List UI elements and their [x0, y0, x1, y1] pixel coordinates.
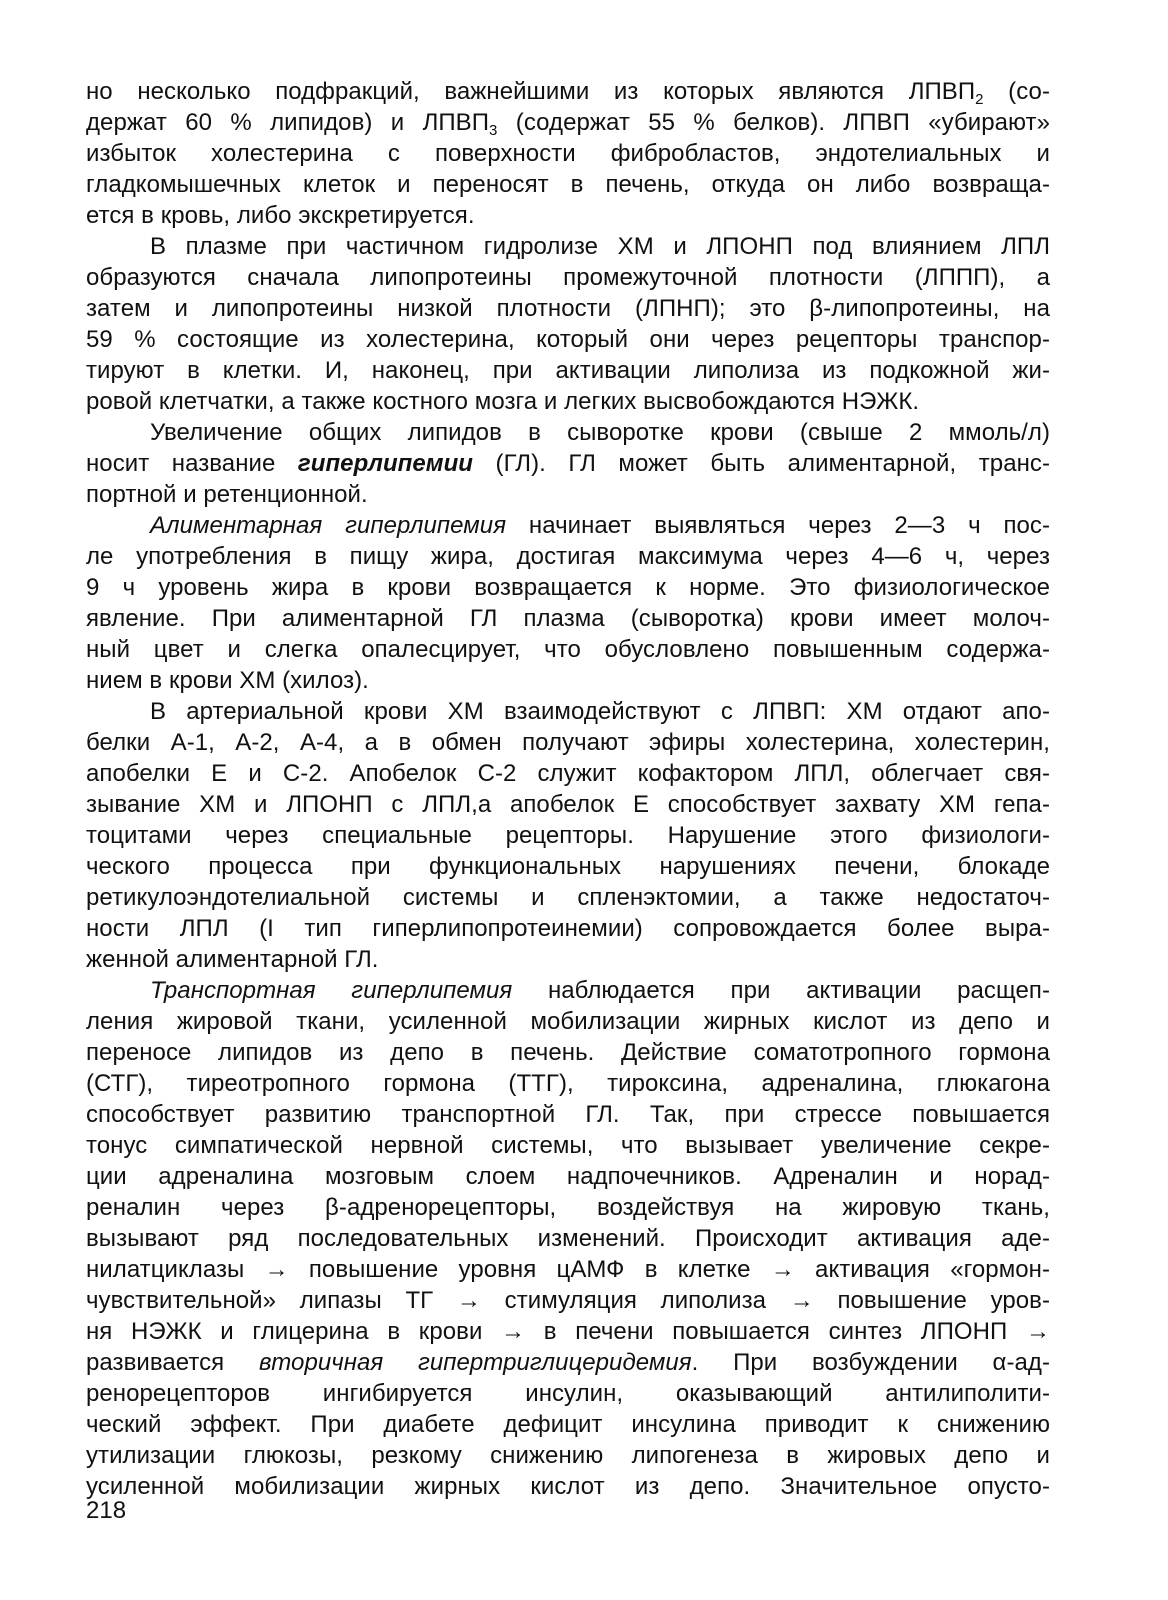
text-segment: (содержат 55 % белков). ЛПВП «убирают»: [497, 109, 1050, 136]
text-line: [86, 417, 1050, 448]
text-segment: носит название: [86, 450, 298, 477]
text-segment: чувствительной» липазы ТГ → стимуляция липолиза → повышение уров-: [86, 1287, 1050, 1314]
text-segment: явление. При алиментарной ГЛ плазма (сыворотка) крови имеет молоч-: [86, 605, 1050, 632]
text-line: [86, 1316, 1050, 1347]
emphasis-text: Транспортная гиперлипемия: [150, 977, 513, 1004]
text-line: [86, 1254, 1050, 1285]
text-segment: (со-: [983, 78, 1050, 105]
text-segment: переносе липидов из депо в печень. Действие соматотропного гормона: [86, 1039, 1050, 1066]
text-segment: гладкомышечных клеток и переносят в печень, откуда он либо возвраща-: [86, 171, 1050, 198]
text-segment: тоцитами через специальные рецепторы. Нарушение этого физиологи-: [86, 822, 1050, 849]
text-line: [86, 293, 1050, 324]
text-line: [86, 1223, 1050, 1254]
text-line: [86, 789, 1050, 820]
text-segment: ретикулоэндотелиальной системы и спленэктомии, а также недостаточ-: [86, 884, 1050, 911]
text-segment: избыток холестерина с поверхности фибробластов, эндотелиальных и: [86, 140, 1050, 167]
text-segment: ческого процесса при функциональных нарушениях печени, блокаде: [86, 853, 1050, 880]
text-line: [86, 1099, 1050, 1130]
subscript: 3: [489, 122, 498, 139]
text-segment: ется в кровь, либо экскретируется.: [86, 202, 475, 229]
text-line: [86, 1378, 1050, 1409]
text-line: [86, 1409, 1050, 1440]
text-line: [86, 975, 1050, 1006]
text-segment: 59 % состоящие из холестерина, который они через рецепторы транспор-: [86, 326, 1050, 353]
text-line: [86, 448, 1050, 479]
text-segment: развивается: [86, 1349, 259, 1376]
text-line: [86, 758, 1050, 789]
body-text: [86, 76, 1050, 1502]
text-segment: способствует развитию транспортной ГЛ. Так, при стрессе повышается: [86, 1101, 1050, 1128]
text-segment: . При возбуждении α-ад-: [691, 1349, 1050, 1376]
emphasis-text: вторичная гипертриглицеридемия: [258, 1349, 692, 1376]
text-segment: вызывают ряд последовательных изменений. Происходит активация аде-: [86, 1225, 1050, 1252]
text-line: [86, 479, 1050, 510]
text-line: [86, 851, 1050, 882]
text-line: [86, 727, 1050, 758]
text-line: [86, 231, 1050, 262]
text-segment: портной и ретенционной.: [86, 481, 368, 508]
text-line: [86, 603, 1050, 634]
text-segment: ле употребления в пищу жира, достигая максимума через 4—6 ч, через: [86, 543, 1050, 570]
text-line: [86, 169, 1050, 200]
text-segment: ческий эффект. При диабете дефицит инсулина приводит к снижению: [86, 1411, 1050, 1438]
text-line: [86, 107, 1050, 138]
text-segment: ления жировой ткани, усиленной мобилизации жирных кислот из депо и: [86, 1008, 1050, 1035]
text-line: [86, 355, 1050, 386]
text-line: [86, 665, 1050, 696]
text-segment: 9 ч уровень жира в крови возвращается к норме. Это физиологическое: [86, 574, 1050, 601]
text-segment: ренорецепторов ингибируется инсулин, оказывающий антилиполити-: [86, 1380, 1050, 1407]
text-line: [86, 541, 1050, 572]
text-segment: апобелки Е и С-2. Апобелок С-2 служит кофактором ЛПЛ, облегчает свя-: [86, 760, 1050, 787]
text-line: [86, 262, 1050, 293]
text-segment: (СТГ), тиреотропного гормона (ТТГ), тироксина, адреналина, глюкагона: [86, 1070, 1050, 1097]
text-line: [86, 696, 1050, 727]
page-number: 218: [86, 1497, 127, 1524]
text-line: [86, 1161, 1050, 1192]
text-line: [86, 1130, 1050, 1161]
text-line: [86, 882, 1050, 913]
text-line: [86, 1192, 1050, 1223]
text-line: [86, 944, 1050, 975]
text-line: [86, 820, 1050, 851]
text-line: [86, 572, 1050, 603]
text-line: [86, 1006, 1050, 1037]
text-segment: наблюдается при активации расщеп-: [512, 977, 1050, 1004]
text-line: [86, 76, 1050, 107]
text-line: [86, 1285, 1050, 1316]
text-segment: ня НЭЖК и глицерина в крови → в печени повышается синтез ЛПОНП →: [86, 1318, 1050, 1345]
text-segment: зывание ХМ и ЛПОНП с ЛПЛ,а апобелок Е способствует захвату ХМ гепа-: [86, 791, 1050, 818]
text-line: [86, 1037, 1050, 1068]
text-segment: ровой клетчатки, а также костного мозга и легких высвобождаются НЭЖК.: [86, 388, 920, 415]
text-segment: Увеличение общих липидов в сыворотке крови (свыше 2 ммоль/л): [150, 419, 1050, 446]
text-line: [86, 386, 1050, 417]
text-line: [86, 200, 1050, 231]
text-line: [86, 1347, 1050, 1378]
text-line: [86, 634, 1050, 665]
text-segment: В артериальной крови ХМ взаимодействуют с ЛПВП: ХМ отдают апо-: [150, 698, 1050, 725]
text-segment: начинает выявляться через 2—3 ч пос-: [506, 512, 1050, 539]
text-segment: затем и липопротеины низкой плотности (ЛПНП); это β-липопротеины, на: [86, 295, 1050, 322]
text-segment: нием в крови ХМ (хилоз).: [86, 667, 369, 694]
text-segment: (ГЛ). ГЛ может быть алиментарной, транс-: [473, 450, 1050, 477]
text-line: [86, 1440, 1050, 1471]
text-line: [86, 510, 1050, 541]
text-line: [86, 1471, 1050, 1502]
text-segment: тируют в клетки. И, наконец, при активации липолиза из подкожной жи-: [86, 357, 1050, 384]
text-segment: реналин через β-адренорецепторы, воздействуя на жировую ткань,: [86, 1194, 1050, 1221]
text-line: [86, 1068, 1050, 1099]
text-line: [86, 138, 1050, 169]
emphasis-text: Алиментарная гиперлипемия: [150, 512, 507, 539]
text-segment: образуются сначала липопротеины промежуточной плотности (ЛППП), а: [86, 264, 1050, 291]
text-line: [86, 913, 1050, 944]
subscript: 2: [975, 91, 984, 108]
text-segment: ции адреналина мозговым слоем надпочечников. Адреналин и норад-: [86, 1163, 1050, 1190]
text-segment: но несколько подфракций, важнейшими из которых являются ЛПВП: [86, 78, 976, 105]
text-segment: нилатциклазы → повышение уровня цАМФ в клетке → активация «гормон-: [86, 1256, 1050, 1283]
text-segment: женной алиментарной ГЛ.: [86, 946, 379, 973]
text-segment: усиленной мобилизации жирных кислот из депо. Значительное опусто-: [86, 1473, 1050, 1500]
text-line: [86, 324, 1050, 355]
text-segment: тонус симпатической нервной системы, что вызывает увеличение секре-: [86, 1132, 1050, 1159]
text-segment: В плазме при частичном гидролизе ХМ и ЛПОНП под влиянием ЛПЛ: [150, 233, 1050, 260]
text-segment: ности ЛПЛ (I тип гиперлипопротеинемии) сопровождается более выра-: [86, 915, 1050, 942]
text-segment: держат 60 % липидов) и ЛПВП: [86, 109, 490, 136]
emphasis-text: гиперлипемии: [297, 450, 473, 477]
text-segment: белки А-1, А-2, А-4, а в обмен получают эфиры холестерина, холестерин,: [86, 729, 1050, 756]
text-segment: ный цвет и слегка опалесцирует, что обусловлено повышенным содержа-: [86, 636, 1050, 663]
text-segment: утилизации глюкозы, резкому снижению липогенеза в жировых депо и: [86, 1442, 1050, 1469]
